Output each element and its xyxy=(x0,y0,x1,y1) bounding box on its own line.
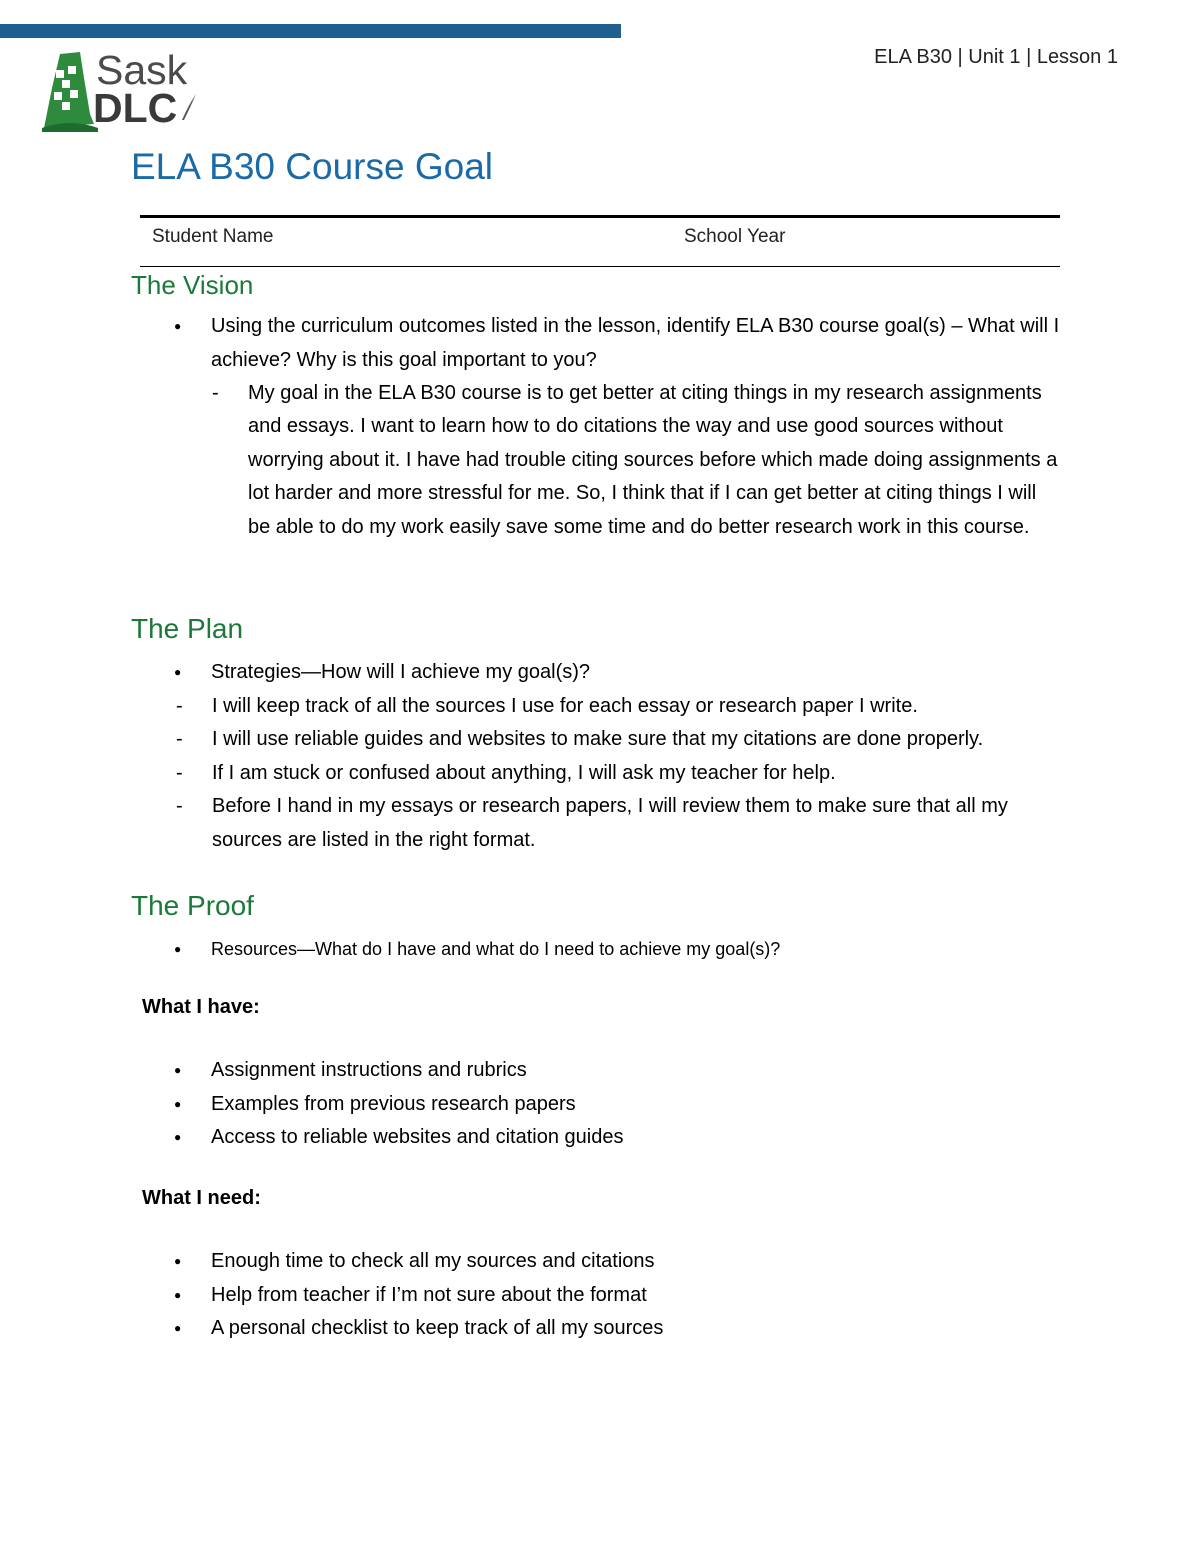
logo-emblem-icon xyxy=(40,48,100,132)
plan-heading: The Plan xyxy=(131,613,244,644)
have-list xyxy=(174,1054,1074,1155)
plan-item: - If I am stuck or confused about anything, I will ask my teacher for help. xyxy=(176,757,1056,790)
plan-item: - I will use reliable guides and websites to make sure that my citations are done properly. xyxy=(176,723,1056,756)
vision-list xyxy=(174,310,1074,377)
plan-prompt: ● Strategies—How will I achieve my goal(s)? xyxy=(174,656,1074,690)
school-year-label: School Year xyxy=(684,226,786,247)
top-accent-bar xyxy=(0,24,621,38)
student-name-label: Student Name xyxy=(152,226,274,247)
logo-text-sask: Sask xyxy=(96,47,188,93)
vision-answer: - My goal in the ELA B30 course is to get better at citing things in my research assignments and essays. I want to learn how to do citations the way and use good sources without worrying about it. I have had trouble citing sources before which made doing assignments a lot harder and more stressful for me. So, I think that if I can get better at citing things I will be able to do my work easily save some time and do better research work in this course. xyxy=(212,377,1062,544)
sask-dlc-logo xyxy=(40,48,200,132)
need-item: ● Enough time to check all my sources and citations xyxy=(174,1245,1074,1279)
proof-heading: The Proof xyxy=(131,890,254,921)
need-item: ● A personal checklist to keep track of all my sources xyxy=(174,1312,1074,1346)
vision-prompt: ● Using the curriculum outcomes listed in the lesson, identify ELA B30 course goal(s) – What will I achieve? Why is this goal important to you? xyxy=(174,310,1074,377)
student-info-row xyxy=(140,215,1060,267)
course-info: ELA B30 | Unit 1 | Lesson 1 xyxy=(874,46,1118,68)
plan-item: - I will keep track of all the sources I use for each essay or research paper I write. xyxy=(176,690,1056,723)
logo-text-dlc: DLC xyxy=(93,85,178,131)
vision-heading: The Vision xyxy=(131,270,254,300)
need-item: ● Help from teacher if I’m not sure about the format xyxy=(174,1279,1074,1313)
plan-item: - Before I hand in my essays or research papers, I will review them to make sure that all my sources are listed in the right format. xyxy=(176,790,1056,857)
have-item: ● Assignment instructions and rubrics xyxy=(174,1054,1074,1088)
page-title: ELA B30 Course Goal xyxy=(131,146,493,187)
plan-strategies-list xyxy=(176,690,1056,857)
have-item: ● Access to reliable websites and citation guides xyxy=(174,1121,1074,1155)
what-i-need-label: What I need: xyxy=(142,1187,261,1209)
need-list xyxy=(174,1245,1074,1346)
plan-prompt-list xyxy=(174,656,1074,690)
vision-answer-list xyxy=(212,377,1062,544)
have-item: ● Examples from previous research papers xyxy=(174,1088,1074,1122)
proof-prompt: ● Resources—What do I have and what do I need to achieve my goal(s)? xyxy=(174,933,1074,967)
feather-icon xyxy=(180,92,198,122)
proof-prompt-list xyxy=(174,933,1074,967)
what-i-have-label: What I have: xyxy=(142,996,260,1018)
